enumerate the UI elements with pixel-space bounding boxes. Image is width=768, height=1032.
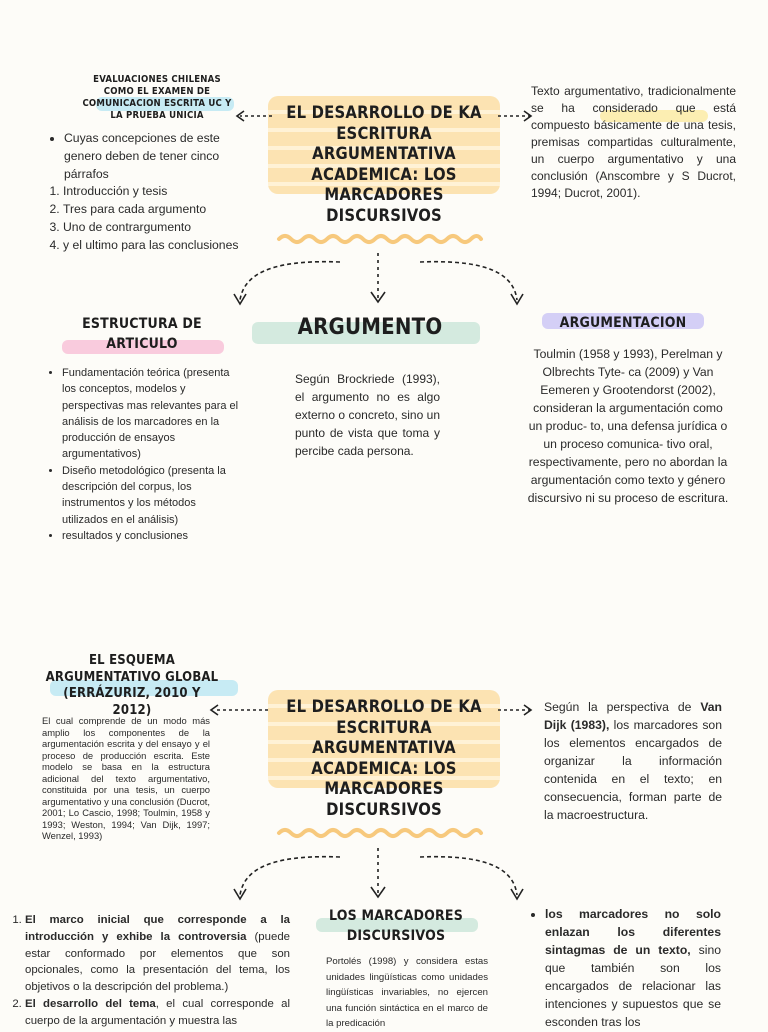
section2-right-bold: Van Dijk (1983), [544,700,722,732]
section2-central-title: EL DESARROLLO DE KA ESCRITURA ARGUMENTATIVA ACADEMICA: LOS MARCADORES DISCURSIVOS [286,697,482,819]
list-item: • Diseño metodológico (presenta la descripción del corpus, los instrumentos y los métodos utilizados en el análisis) [62,463,243,528]
list-item: 2. Tres para cada argumento [63,201,250,219]
list-item [25,912,290,996]
list-item [25,996,290,1030]
section2-col1-list [14,912,290,1030]
section1-left-arrow [234,108,274,124]
list-item-bold: los marcadores no solo enlazan los diferentes sintagmas de un texto, [545,907,721,957]
section2-left-text: El cual comprende de un modo más amplio los componentes de la argumentación escrita y del ensayo y el proceso de producción escrita. Este modelo se basa en la estructura adicional del texto argumentativo, constituida por una tesis, un cuerpo argumentativo y una conclusión (Ducrot, 2001; Lo Cascio, 1998; Toulmin, 1958 y 1993; Weston, 1994; Van Dijk, 1997; Wenzel, 1993) [42,715,210,841]
wavy-divider [277,232,483,246]
section2-branch-arrows [225,845,535,907]
list-item [545,905,721,1031]
section1-col1-title: ESTRUCTURA DE ARTICULO [82,316,202,352]
section2-left-arrow [208,702,272,718]
section2-right-text [544,698,722,824]
section2-right-arrow [496,702,536,718]
section1-col3-text: Toulmin (1958 y 1993), Perelman y Olbrechts Tyte- ca (2009) y Van Eemeren y Grootendorst (2002), consideran la argumentación como un produc- to, una defensa jurídica o un proceso comunica- tivo oral, respectivamente, pero no abordan la argumentación como texto y género discursivo ni su proceso de escritura. [527,347,729,505]
section2-right-prefix: Según la perspectiva de [544,700,701,714]
list-item-bold: El marco inicial que corresponde a la introducción y exhibe la controversia [25,914,290,943]
section1-branch-arrows [225,250,535,312]
section2-right-suffix: los marcadores son los elementos encargados de organizar la información contenida en el texto; en consecuencia, forman parte de la macroestructura. [544,718,722,822]
section2-col2-text: Portolés (1998) y considera estas unidades lingüísticas como unidades lingüísticas invariables, no ejercen una función sintáctica en el marco de la predicación [326,956,488,1029]
section2-col2-title: LOS MARCADORES DISCURSIVOS [328,908,463,944]
list-item: 4. y el ultimo para las conclusiones [63,237,250,255]
section2-col3-list [531,905,721,1031]
section1-central-title: EL DESARROLLO DE KA ESCRITURA ARGUMENTATIVA ACADEMICA: LOS MARCADORES DISCURSIVOS [286,103,482,225]
section1-left-title: EVALUACIONES CHILENAS COMO EL EXAMEN DE COMUNICACION ESCRITA UC Y LA PRUEBA UNICIA [82,74,232,121]
section1-right-arrow [496,108,536,124]
wavy-divider [277,826,483,840]
section1-left-list [50,130,250,255]
section1-col2-text: Según Brockriede (1993), el argumento no es algo externo o concreto, sino un punto de vista que toma y percibe cada persona. [295,372,440,458]
list-item: 3. Uno de contrargumento [63,219,250,237]
list-item: • Fundamentación teórica (presenta los conceptos, modelos y perspectivas mas relevantes para el análisis de los marcadores en la producción de ensayos argumentativos) [62,365,243,463]
list-item-rest: (puede estar conformado por elementos que son opcionales, como la presentación del tema, los objetivos o la descripción del problema.) [25,930,290,994]
list-item-bold: El desarrollo del tema [25,997,156,1010]
section1-right-text: Texto argumentativo, tradicionalmente se ha considerado que está compuesto básicamente de una tesis, premisas compartidas culturalmente, un cuerpo argumentativo y una conclusión (Anscombre y S Ducrot, 1994; Ducrot, 2001). [531,84,736,200]
list-item-rest: sino que también son los encargados de relacionar las intenciones y supuestos que se esconden tras los [545,943,721,1029]
section1-col3-title: ARGUMENTACION [559,315,687,331]
section1-left-bullet: • Cuyas concepciones de este genero deben de tener cinco párrafos [64,130,250,183]
section1-col1-list [48,365,243,544]
list-item-rest: , el cual corresponde al cuerpo de la argumentación y muestra las [25,997,290,1027]
list-item: • resultados y conclusiones [62,528,243,544]
section1-col2-title: ARGUMENTO [297,315,443,340]
list-item: 1. Introducción y tesis [63,183,250,201]
section2-left-title: EL ESQUEMA ARGUMENTATIVO GLOBAL (ERRÁZURIZ, 2010 Y 2012) [45,653,219,718]
